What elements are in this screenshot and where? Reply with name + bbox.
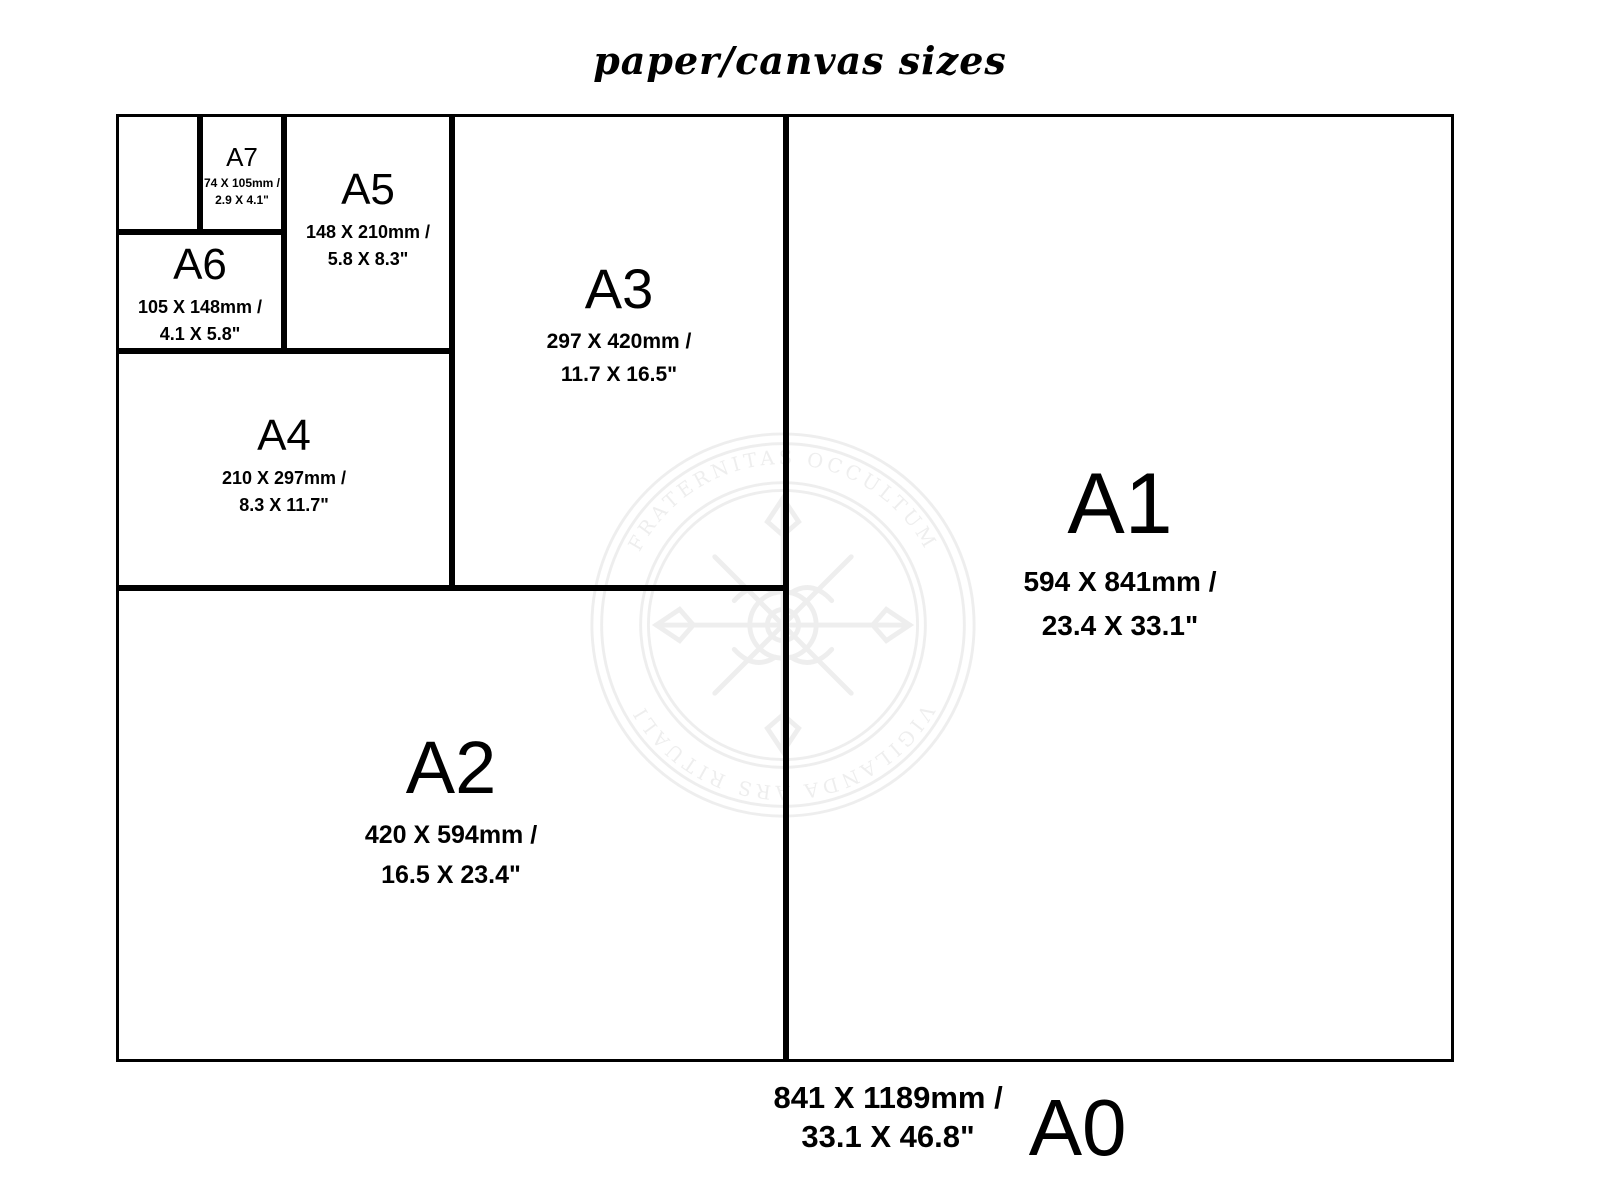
size-dims-a7-in: 2.9 X 4.1" — [215, 192, 269, 207]
size-dims-a2-mm: 420 X 594mm / — [364, 821, 538, 850]
size-name-a6: A6 — [173, 240, 227, 289]
size-dims-a6-mm: 105 X 148mm / — [137, 296, 263, 317]
svg-text:VIGILANDA ARS RITUALI: VIGILANDA ARS RITUALI — [627, 700, 939, 804]
size-dims-a6-in: 4.1 X 5.8" — [159, 324, 241, 345]
size-name-a5: A5 — [341, 165, 395, 214]
size-dims-a3-in: 11.7 X 16.5" — [560, 362, 678, 386]
size-dims-a0-mm: 841 X 1189mm / — [773, 1080, 1003, 1116]
size-name-a7: A7 — [226, 142, 258, 172]
page-title: paper/canvas sizes — [593, 38, 1007, 83]
size-dims-a4-in: 8.3 X 11.7" — [239, 495, 329, 516]
size-dims-a1-in: 23.4 X 33.1" — [1041, 609, 1199, 641]
size-box-a8 — [116, 114, 200, 232]
size-name-a0: A0 — [1028, 1083, 1127, 1172]
paper-size-diagram — [116, 114, 1454, 1062]
svg-text:FRATERNITAS OCCULTUM: FRATERNITAS OCCULTUM — [623, 445, 943, 555]
size-dims-a2-in: 16.5 X 23.4" — [381, 860, 521, 889]
size-name-a1: A1 — [1067, 456, 1173, 552]
size-label-a4 — [116, 410, 452, 516]
size-dims-a1-mm: 594 X 841mm / — [1023, 566, 1217, 598]
size-label-a0 — [600, 1078, 1300, 1172]
size-dims-a7-mm: 74 X 105mm / — [203, 175, 281, 190]
size-dims-a3-mm: 297 X 420mm / — [546, 330, 692, 354]
size-name-a3: A3 — [584, 257, 654, 320]
size-dims-a0-in: 33.1 X 46.8" — [801, 1119, 975, 1154]
size-name-a4: A4 — [257, 411, 311, 460]
size-dims-a4-mm: 210 X 297mm / — [221, 467, 347, 488]
size-name-a2: A2 — [405, 726, 497, 809]
size-dims-a5-in: 5.8 X 8.3" — [327, 249, 409, 270]
size-label-a7 — [200, 142, 284, 207]
size-label-a5 — [284, 164, 452, 270]
size-label-a3 — [452, 256, 786, 388]
size-label-a1 — [786, 454, 1454, 642]
size-dims-a5-mm: 148 X 210mm / — [305, 221, 431, 242]
size-label-a2 — [116, 724, 786, 890]
size-label-a6 — [116, 239, 284, 345]
